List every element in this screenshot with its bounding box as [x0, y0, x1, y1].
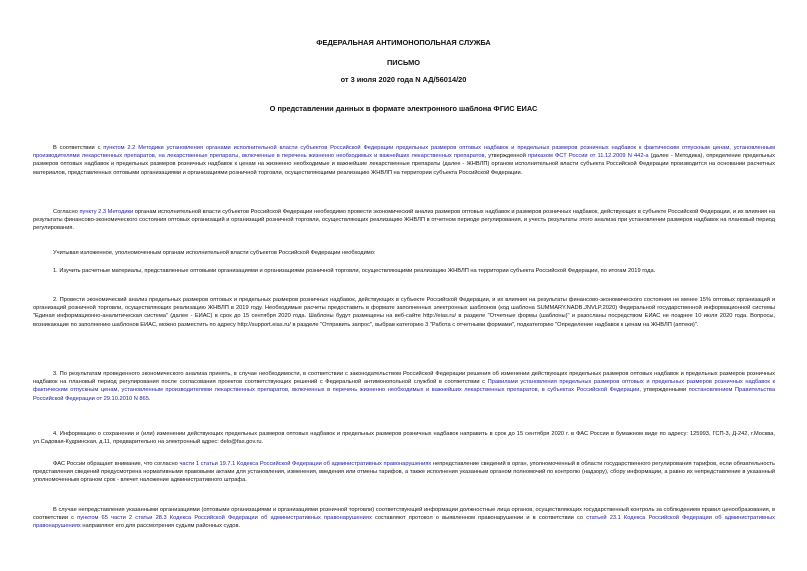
koap-article-23-1-link[interactable]: статьей 23.1 Кодекса Российской Федерации об административных правонарушениях — [33, 515, 776, 530]
paragraph-2: Согласно пункту 2.3 Методики органам исполнительной власти субъектов Российской Федерации необходимо провести экономический анализ размеров оптовых надбавок и размеров розничных надбавок, действующих в субъекте Российской Федерации, и их влияния на результаты финансово-экономического состояния оптовых организаций и организаций розничной торговли, осуществляющих реализацию ЖНВЛП в отчетном периоде регулирования, и учесть результаты этого анализа при установлении размеров надбавок на плановый период регулирования. — [33, 209, 775, 232]
government-resolution-865-link[interactable]: постановлением Правительства Российской Федерации от 29.10.2010 N 865 — [33, 387, 775, 402]
methodology-clause-2-3-link[interactable]: пункту 2.3 Методики — [79, 209, 134, 215]
paragraph-7-item-4: 4. Информацию о сохранении и (или) изменении действующих предельных размеров оптовых надбавок и предельных размеров розничных надбавок направить в срок до 15 сентября 2020 г. в ФАС России в бумажном виде по адресу: 125993, ГСП-3, Д-242, г.Москва, ул.Садовая-Кудринская, д.11, предварительно на электронный адрес: delo@fas.gov.ru. — [33, 431, 775, 446]
paragraph-6-item-3: 3. По результатам проведенного экономического анализа принять, в случае необходимости, в соответствии с законодательством Российской Федерации решения об изменении действующих предельных размеров оптовых надбавок и предельных размеров розничных надбавок на плановый период регулирования после согласования проектов соответствующих решений с Федеральной антимонопольной службой в соответствии с Правилами установления предельных размеров оптовых и предельных размеров розничных надбавок к фактическим отпускным ценам, установленным производителями лекарственных препаратов, включенных в перечень жизненно необходимых и важнейших лекарственных препаратов, в субъектах Российской Федерации, утвержденными постановлением Правительства Российской Федерации от 29.10.2010 N 865. — [33, 371, 775, 402]
koap-article-19-7-1-link[interactable]: части 1 статьи 19.7.1 Кодекса Российской Федерации об административных правонарушениях — [179, 461, 432, 467]
markup-rules-link[interactable]: Правилами установления предельных размеров оптовых и предельных размеров розничных надбавок к фактическим отпускным ценам, установленным производителями лекарственных препаратов, включенных в перечень жизненно необходимых и важнейших лекарственных препаратов, в субъектах Российской Федерации — [33, 379, 775, 394]
paragraph-4-item-1: 1. Изучить расчетные материалы, представленные оптовыми организациями и организациями розничной торговли, осуществляющими реализацию ЖНВЛП на территории субъекта Российской Федерации, по итогам 2019 года. — [53, 268, 656, 274]
paragraph-8: ФАС России обращает внимание, что согласно части 1 статьи 19.7.1 Кодекса Российской Федерации об административных правонарушениях непредставление сведений в орган, уполномоченный в области государственного регулирования тарифов, если обязательность представления сведений предусмотрена нормативными правовыми актами для установления, изменения, введения или отмены тарифов, а также исполнения указанным органом полномочий по контролю (надзору), сбору информации, а равно их непредставление в указанный уполномоченным органом срок - влечет наложение административного штрафа. — [33, 461, 775, 484]
fst-order-442a-link[interactable]: приказом ФСТ России от 11.12.2009 N 442-а — [528, 153, 649, 160]
document-date-number: от 3 июля 2020 года N АД/56014/20 — [340, 75, 467, 84]
koap-article-28-3-link[interactable]: пунктом 65 части 2 статьи 28.3 Кодекса Российской Федерации об административных правонарушениях — [77, 515, 372, 522]
methodology-clause-2-2-link[interactable]: пунктом 2.2 Методики установления органами исполнительной власти субъектов Российской Федерации предельных размеров оптовых надбавок и предельных размеров розничных надбавок к фактическим отпускным ценам, установленным производителями лекарственных препаратов, на лекарственные препараты, включенные в перечень жизненно необходимых и важнейших лекарственных препаратов — [33, 145, 775, 160]
document-type: ПИСЬМО — [387, 58, 420, 67]
paragraph-9: В случае непредставления указанными организациями (оптовыми организациями и организациями розничной торговли) соответствующей информации должностные лица органов, осуществляющих государственный контроль за соблюдением правил ценообразования, в соответствии с пунктом 65 части 2 статьи 28.3 Кодекса Российской Федерации об административных правонарушениях составляют протокол о выявленном правонарушении и в соответствии со статьей 23.1 Кодекса Российской Федерации об административных правонарушениях направляют его для рассмотрения судьям районных судов. — [33, 507, 776, 530]
paragraph-3: Учитывая изложенное, уполномоченным органам исполнительной власти субъектов Российской Федерации необходимо: — [53, 250, 376, 256]
paragraph-1: В соответствии с пунктом 2.2 Методики установления органами исполнительной власти субъектов Российской Федерации предельных размеров оптовых надбавок и предельных размеров розничных надбавок к фактическим отпускным ценам, установленным производителями лекарственных препаратов, на лекарственные препараты, включенные в перечень жизненно необходимых и важнейших лекарственных препаратов, утвержденной приказом ФСТ России от 11.12.2009 N 442-а (далее - Методика), определение предельных размеров оптовых надбавок и предельных размеров розничных надбавок к ценам на жизненно необходимые и важнейшие лекарственные препараты (далее - ЖНВЛП) органом исполнительной власти субъекта Российской Федерации производится на основании расчетных материалов, представленных оптовыми организациями и организациями розничной торговли, осуществляющими реализацию ЖНВЛП на территории субъекта Российской Федерации. — [33, 145, 775, 176]
paragraph-5-item-2: 2. Провести экономический анализ предельных размеров оптовых и предельных размеров розничных надбавок, действующих в субъекте Российской Федерации, и их влияния на результаты финансово-экономического состояния не менее 15% оптовых организаций и организаций розничной торговли, осуществляющих реализацию ЖНВЛП в 2019 году. Необходимые расчеты предоставить в формате заполненных электронных шаблонов (код шаблона SUMMARY.NADB.JNVLP.2020) Федеральной государственной информационной системы "Единая информационно-аналитическая система" (далее - ЕИАС) в срок до 15 сентября 2020 года. Шаблоны будут размещены на веб-сайте http://eias.ru/ в разделе "Отчетные формы (шаблоны)" и разосланы посредством ЕИАС не позднее 10 июля 2020 года. Вопросы, возникающие по заполнению шаблонов ЕИАС, можно разместить по адресу http://support.eias.ru/ в разделе "Отправить запрос", выбрав категорию 3 "Работа с отчетными формами", подкатегорию "Определение надбавок к ценам на ЖНВЛП (аптеки)". — [33, 297, 775, 328]
document-subject: О представлении данных в формате электронного шаблона ФГИС ЕИАС — [269, 104, 538, 113]
agency-title: ФЕДЕРАЛЬНАЯ АНТИМОНОПОЛЬНАЯ СЛУЖБА — [316, 38, 491, 47]
